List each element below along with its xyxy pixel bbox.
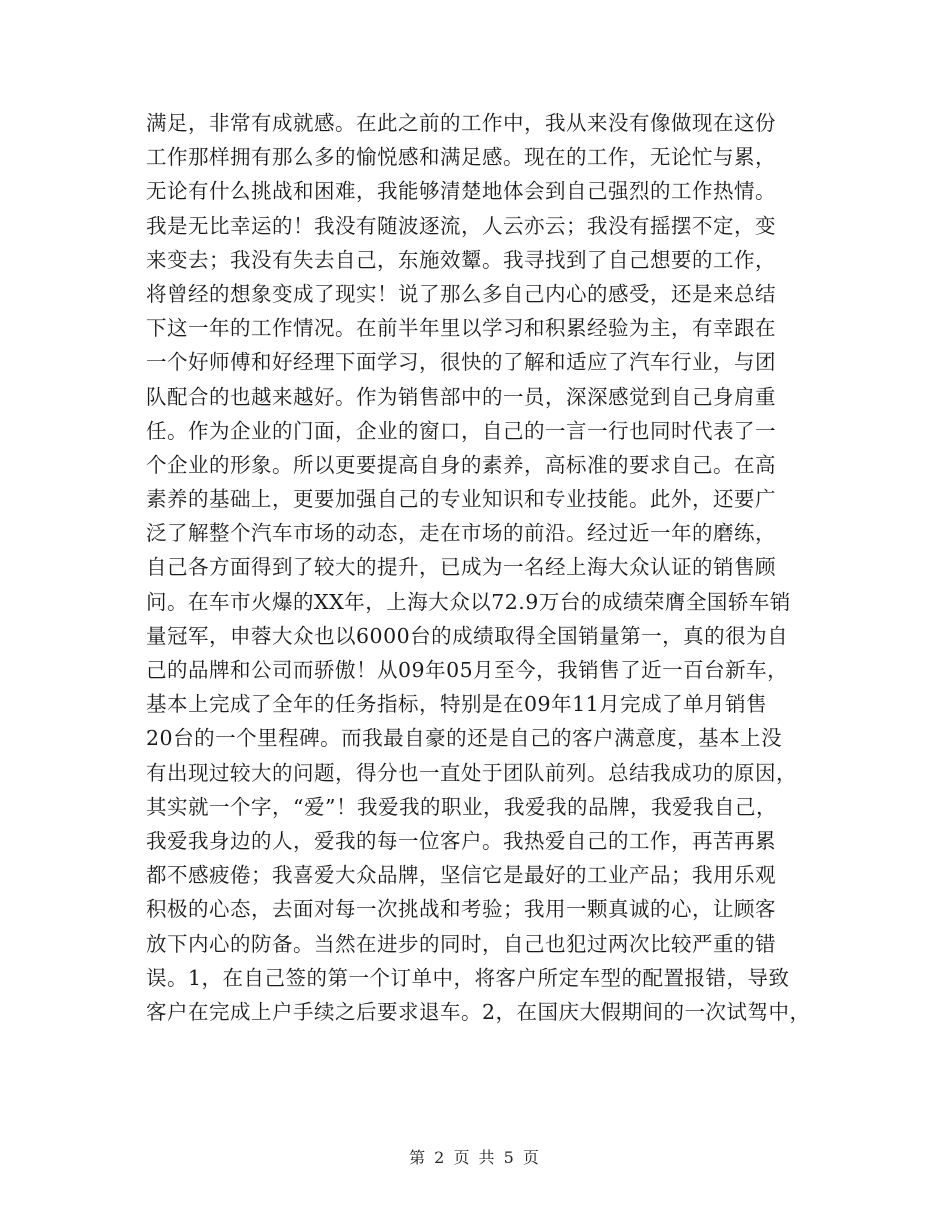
text-line: 下这一年的工作情况。在前半年里以学习和积累经验为主，有幸跟在 [146, 316, 776, 341]
text-line: 我爱我身边的人，爱我的每一位客户。我热爱自己的工作，再苦再累 [146, 828, 776, 853]
text-line: 都不感疲倦；我喜爱大众品牌，坚信它是最好的工业产品；我用乐观 [146, 863, 776, 888]
page-number-footer: 第 2 页 共 5 页 [409, 1148, 541, 1167]
text-line: 积极的心态，去面对每一次挑战和考验；我用一颗真诚的心，让顾客 [146, 897, 776, 922]
text-line: 己的品牌和公司而骄傲！从09年05月至今，我销售了近一百台新车， [146, 658, 789, 682]
text-line: 个企业的形象。所以更要提高自身的素养，高标准的要求自己。在高 [146, 452, 776, 477]
text-line: 一个好师傅和好经理下面学习，很快的了解和适应了汽车行业，与团 [146, 350, 776, 375]
text-line: 有出现过较大的问题，得分也一直处于团队前列。总结我成功的原因， [146, 760, 797, 785]
body-text [146, 106, 826, 1029]
text-line: 我是无比幸运的！我没有随波逐流，人云亦云；我没有摇摆不定，变 [146, 213, 776, 238]
text-line: 误。1，在自己签的第一个订单中，将客户所定车型的配置报错，导致 [146, 965, 790, 990]
text-line: 其实就一个字，“爱”！我爱我的职业，我爱我的品牌，我爱我自己， [146, 794, 777, 819]
text-line: 素养的基础上，更要加强自己的专业知识和专业技能。此外，还要广 [146, 487, 776, 512]
text-line: 任。作为企业的门面，企业的窗口，自己的一言一行也同时代表了一 [146, 418, 776, 443]
text-line: 自己各方面得到了较大的提升，已成为一名经上海大众认证的销售顾 [146, 555, 776, 580]
text-line: 满足，非常有成就感。在此之前的工作中，我从来没有像做现在这份 [146, 111, 776, 135]
text-line: 队配合的也越来越好。作为销售部中的一员，深深感觉到自己身肩重 [146, 384, 776, 409]
text-line: 无论有什么挑战和困难，我能够清楚地体会到自己强烈的工作热情。 [146, 179, 776, 204]
text-line: 泛了解整个汽车市场的动态，走在市场的前沿。经过近一年的磨练， [146, 521, 776, 546]
text-line: 基本上完成了全年的任务指标，特别是在09年11月完成了单月销售 [146, 692, 768, 717]
text-line: 量冠军，申蓉大众也以6000台的成绩取得全国销量第一，真的很为自 [146, 623, 789, 648]
text-line: 来变去；我没有失去自己，东施效颦。我寻找到了自己想要的工作， [146, 247, 776, 272]
text-line: 放下内心的防备。当然在进步的同时，自己也犯过两次比较严重的错 [146, 931, 776, 956]
text-line: 客户在完成上户手续之后要求退车。2，在国庆大假期间的一次试驾中， [146, 999, 811, 1024]
text-line: 将曾经的想象变成了现实！说了那么多自己内心的感受，还是来总结 [146, 281, 776, 306]
text-line: 20台的一个里程碑。而我最自豪的还是自己的客户满意度，基本上没 [146, 726, 783, 751]
text-line: 工作那样拥有那么多的愉悦感和满足感。现在的工作，无论忙与累， [146, 145, 776, 170]
text-line: 问。在车市火爆的XX年，上海大众以72.9万台的成绩荣膺全国轿车销 [146, 589, 791, 614]
